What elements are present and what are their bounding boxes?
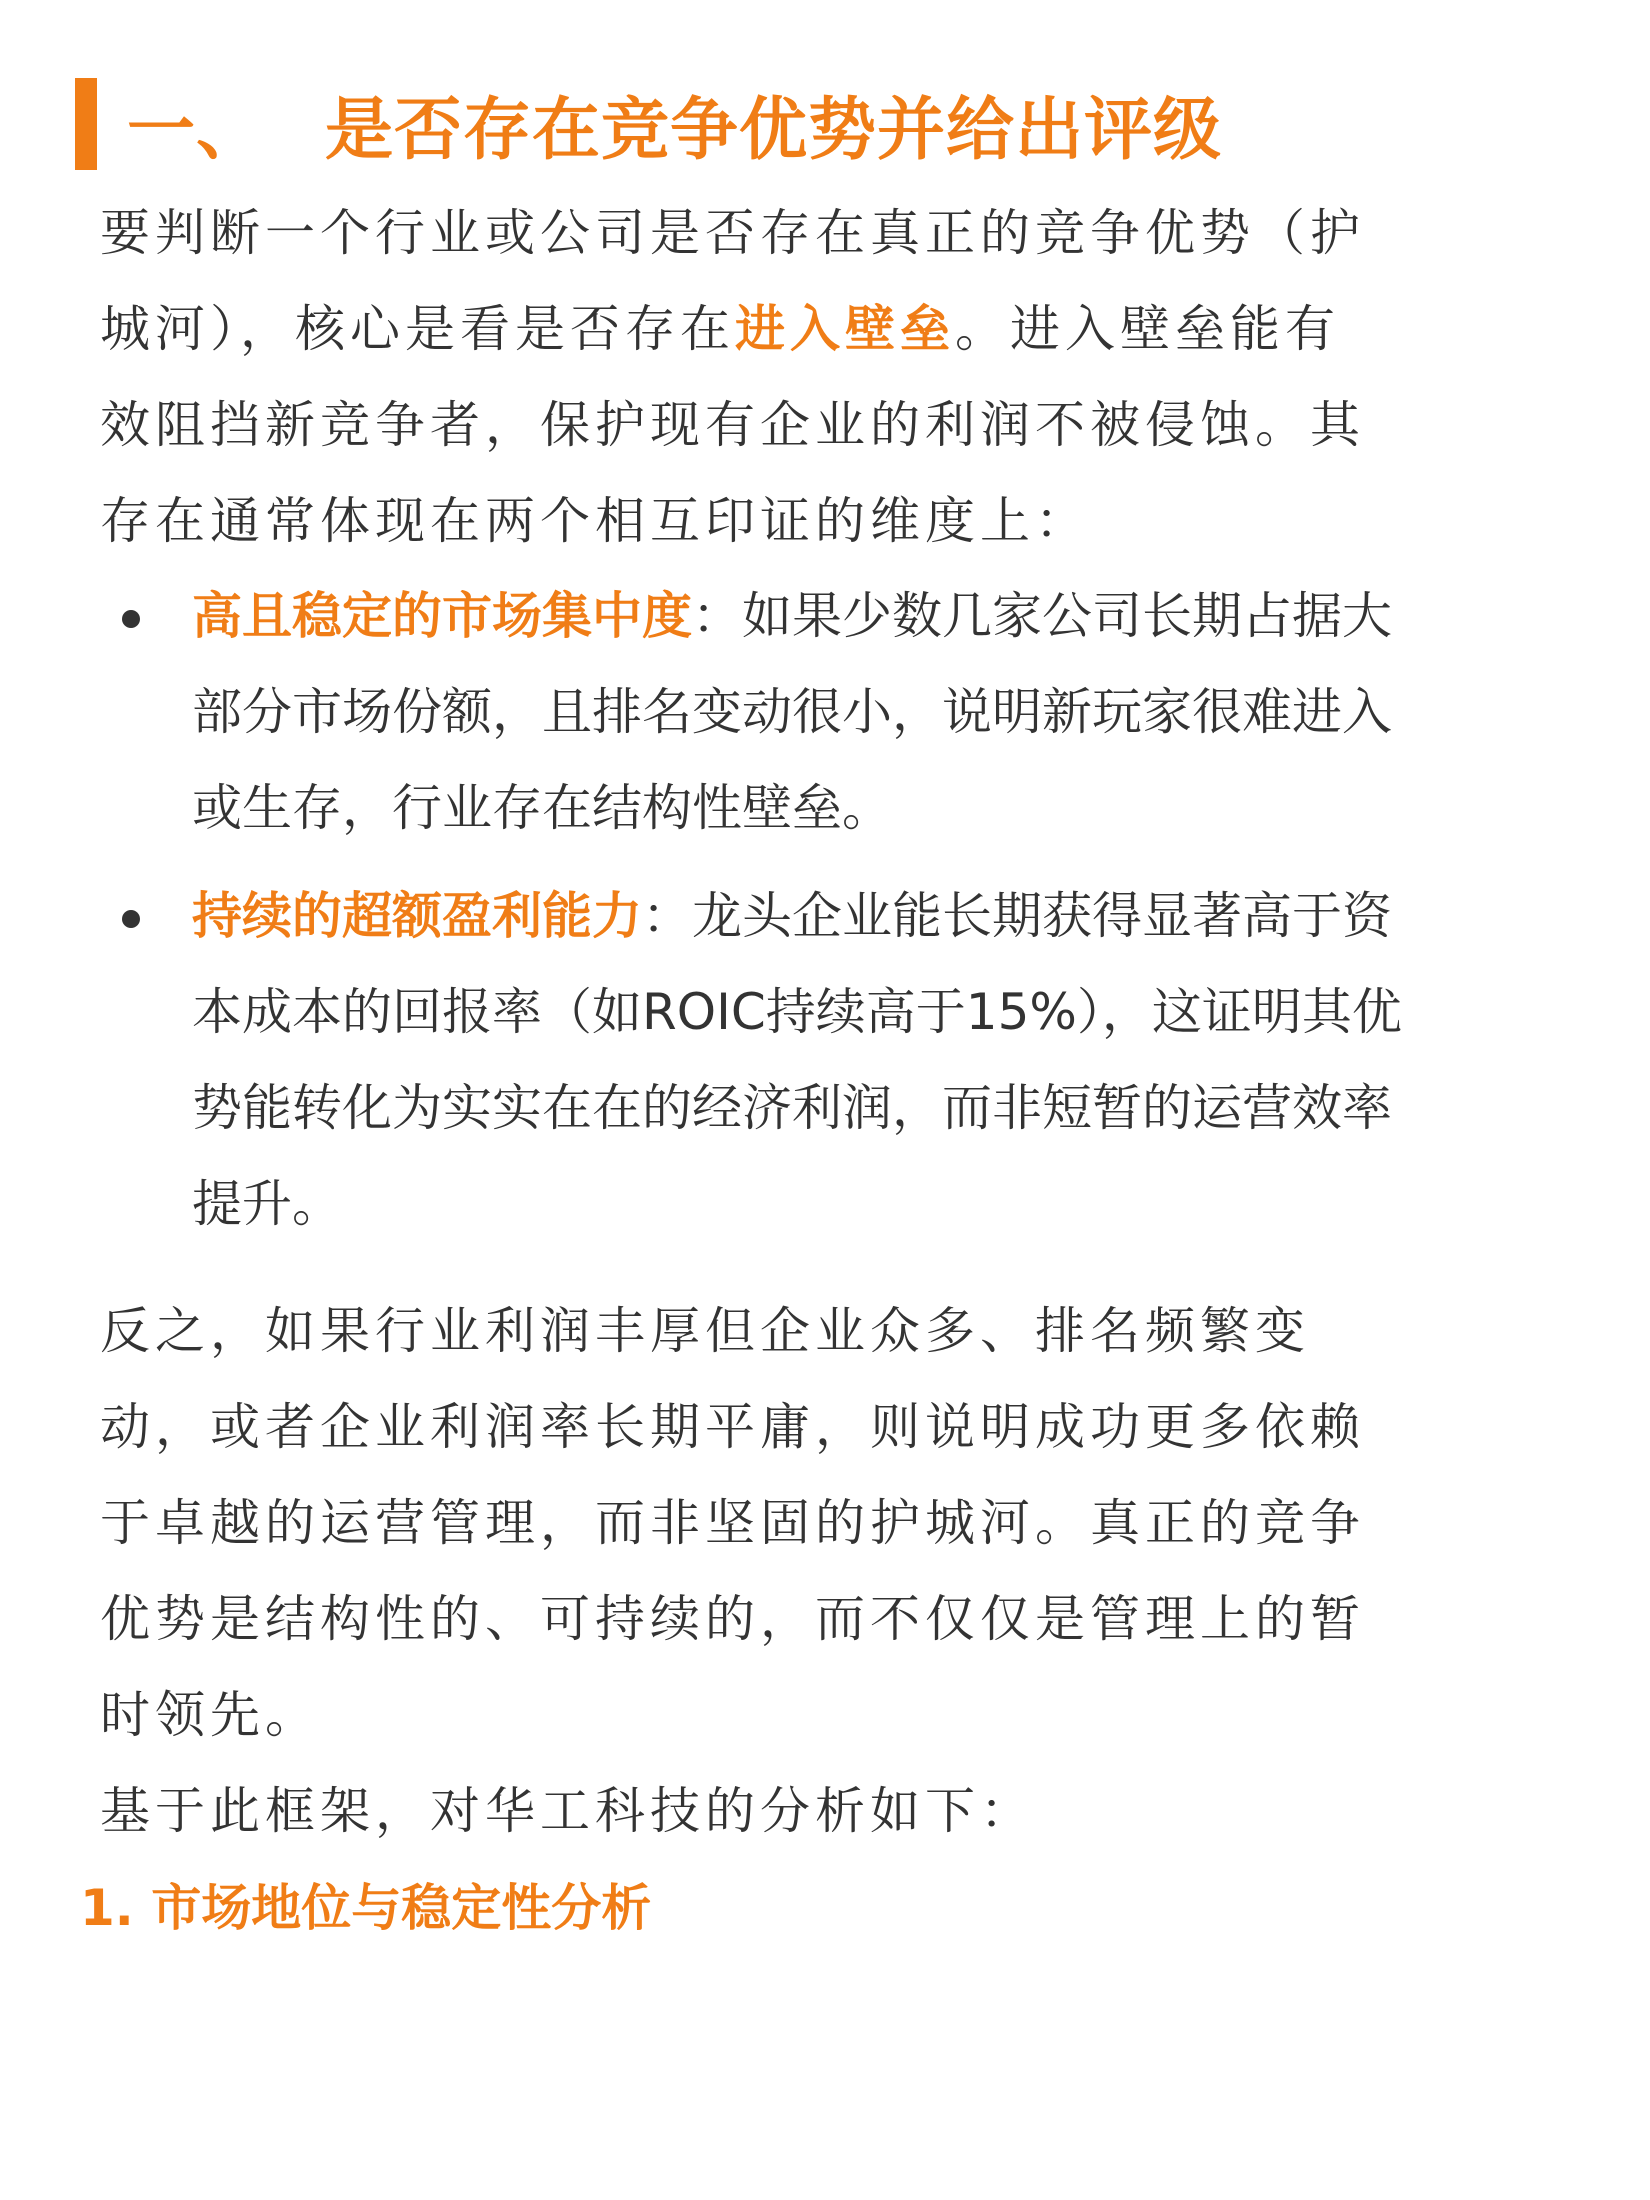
intro-line-2-pre: 城河），核心是看是否存在: [100, 300, 735, 358]
contrast-paragraph: [100, 1283, 1580, 1763]
framework-line-1: 基于此框架，对华工科技的分析如下：: [100, 1782, 1035, 1840]
contrast-line-5: 时领先。: [100, 1686, 320, 1744]
heading-title: 是否存在竞争优势并给出评级: [325, 90, 1223, 170]
intro-line-3: 效阻挡新竞争者，保护现有企业的利润不被侵蚀。其: [100, 396, 1365, 454]
excess-profit-highlight: 持续的超额盈利能力: [192, 887, 642, 945]
list-item: [100, 868, 1580, 1258]
contrast-line-4: 优势是结构性的、可持续的，而不仅仅是管理上的暂: [100, 1590, 1365, 1648]
bullet-2-line-1: [192, 868, 1592, 964]
bullet-dot-icon: [122, 610, 140, 628]
framework-paragraph: [100, 1763, 1580, 1859]
section-heading: [75, 78, 1222, 170]
heading-text: [127, 76, 1222, 173]
bullet-1-line-3: 或生存，行业存在结构性壁垒。: [192, 779, 892, 837]
bullet-1-line-1-post: ：如果少数几家公司长期占据大: [692, 587, 1392, 645]
bullet-2-line-3: 势能转化为实实在在的经济利润，而非短暂的运营效率: [192, 1079, 1392, 1137]
bullet-text: [192, 868, 1592, 1252]
contrast-line-2: 动，或者企业利润率长期平庸，则说明成功更多依赖: [100, 1398, 1365, 1456]
entry-barrier-highlight: 进入壁垒: [735, 300, 955, 358]
contrast-line-3: 于卓越的运营管理，而非坚固的护城河。真正的竞争: [100, 1494, 1365, 1552]
subsection-heading: 1. 市场地位与稳定性分析: [80, 1879, 652, 1937]
intro-paragraph: [100, 185, 1580, 569]
bullet-1-line-1: [192, 568, 1592, 664]
intro-line-4: 存在通常体现在两个相互印证的维度上：: [100, 492, 1090, 550]
list-item: [100, 568, 1580, 858]
intro-line-2-post: 。进入壁垒能有: [955, 300, 1340, 358]
contrast-line-1: 反之，如果行业利润丰厚但企业众多、排名频繁变: [100, 1302, 1310, 1360]
heading-number: 一、: [127, 90, 266, 170]
bullet-1-line-2: 部分市场份额，且排名变动很小，说明新玩家很难进入: [192, 683, 1392, 741]
bullet-text: [192, 568, 1592, 856]
bullet-2-line-4: 提升。: [192, 1175, 342, 1233]
bullet-2-line-2: 本成本的回报率（如ROIC持续高于15%），这证明其优: [192, 983, 1402, 1041]
bullet-2-line-1-post: ：龙头企业能长期获得显著高于资: [642, 887, 1392, 945]
bullet-dot-icon: [122, 910, 140, 928]
intro-line-1: 要判断一个行业或公司是否存在真正的竞争优势（护: [100, 204, 1365, 262]
market-concentration-highlight: 高且稳定的市场集中度: [192, 587, 692, 645]
intro-line-2: [100, 281, 1580, 377]
heading-accent-bar: [75, 78, 97, 170]
